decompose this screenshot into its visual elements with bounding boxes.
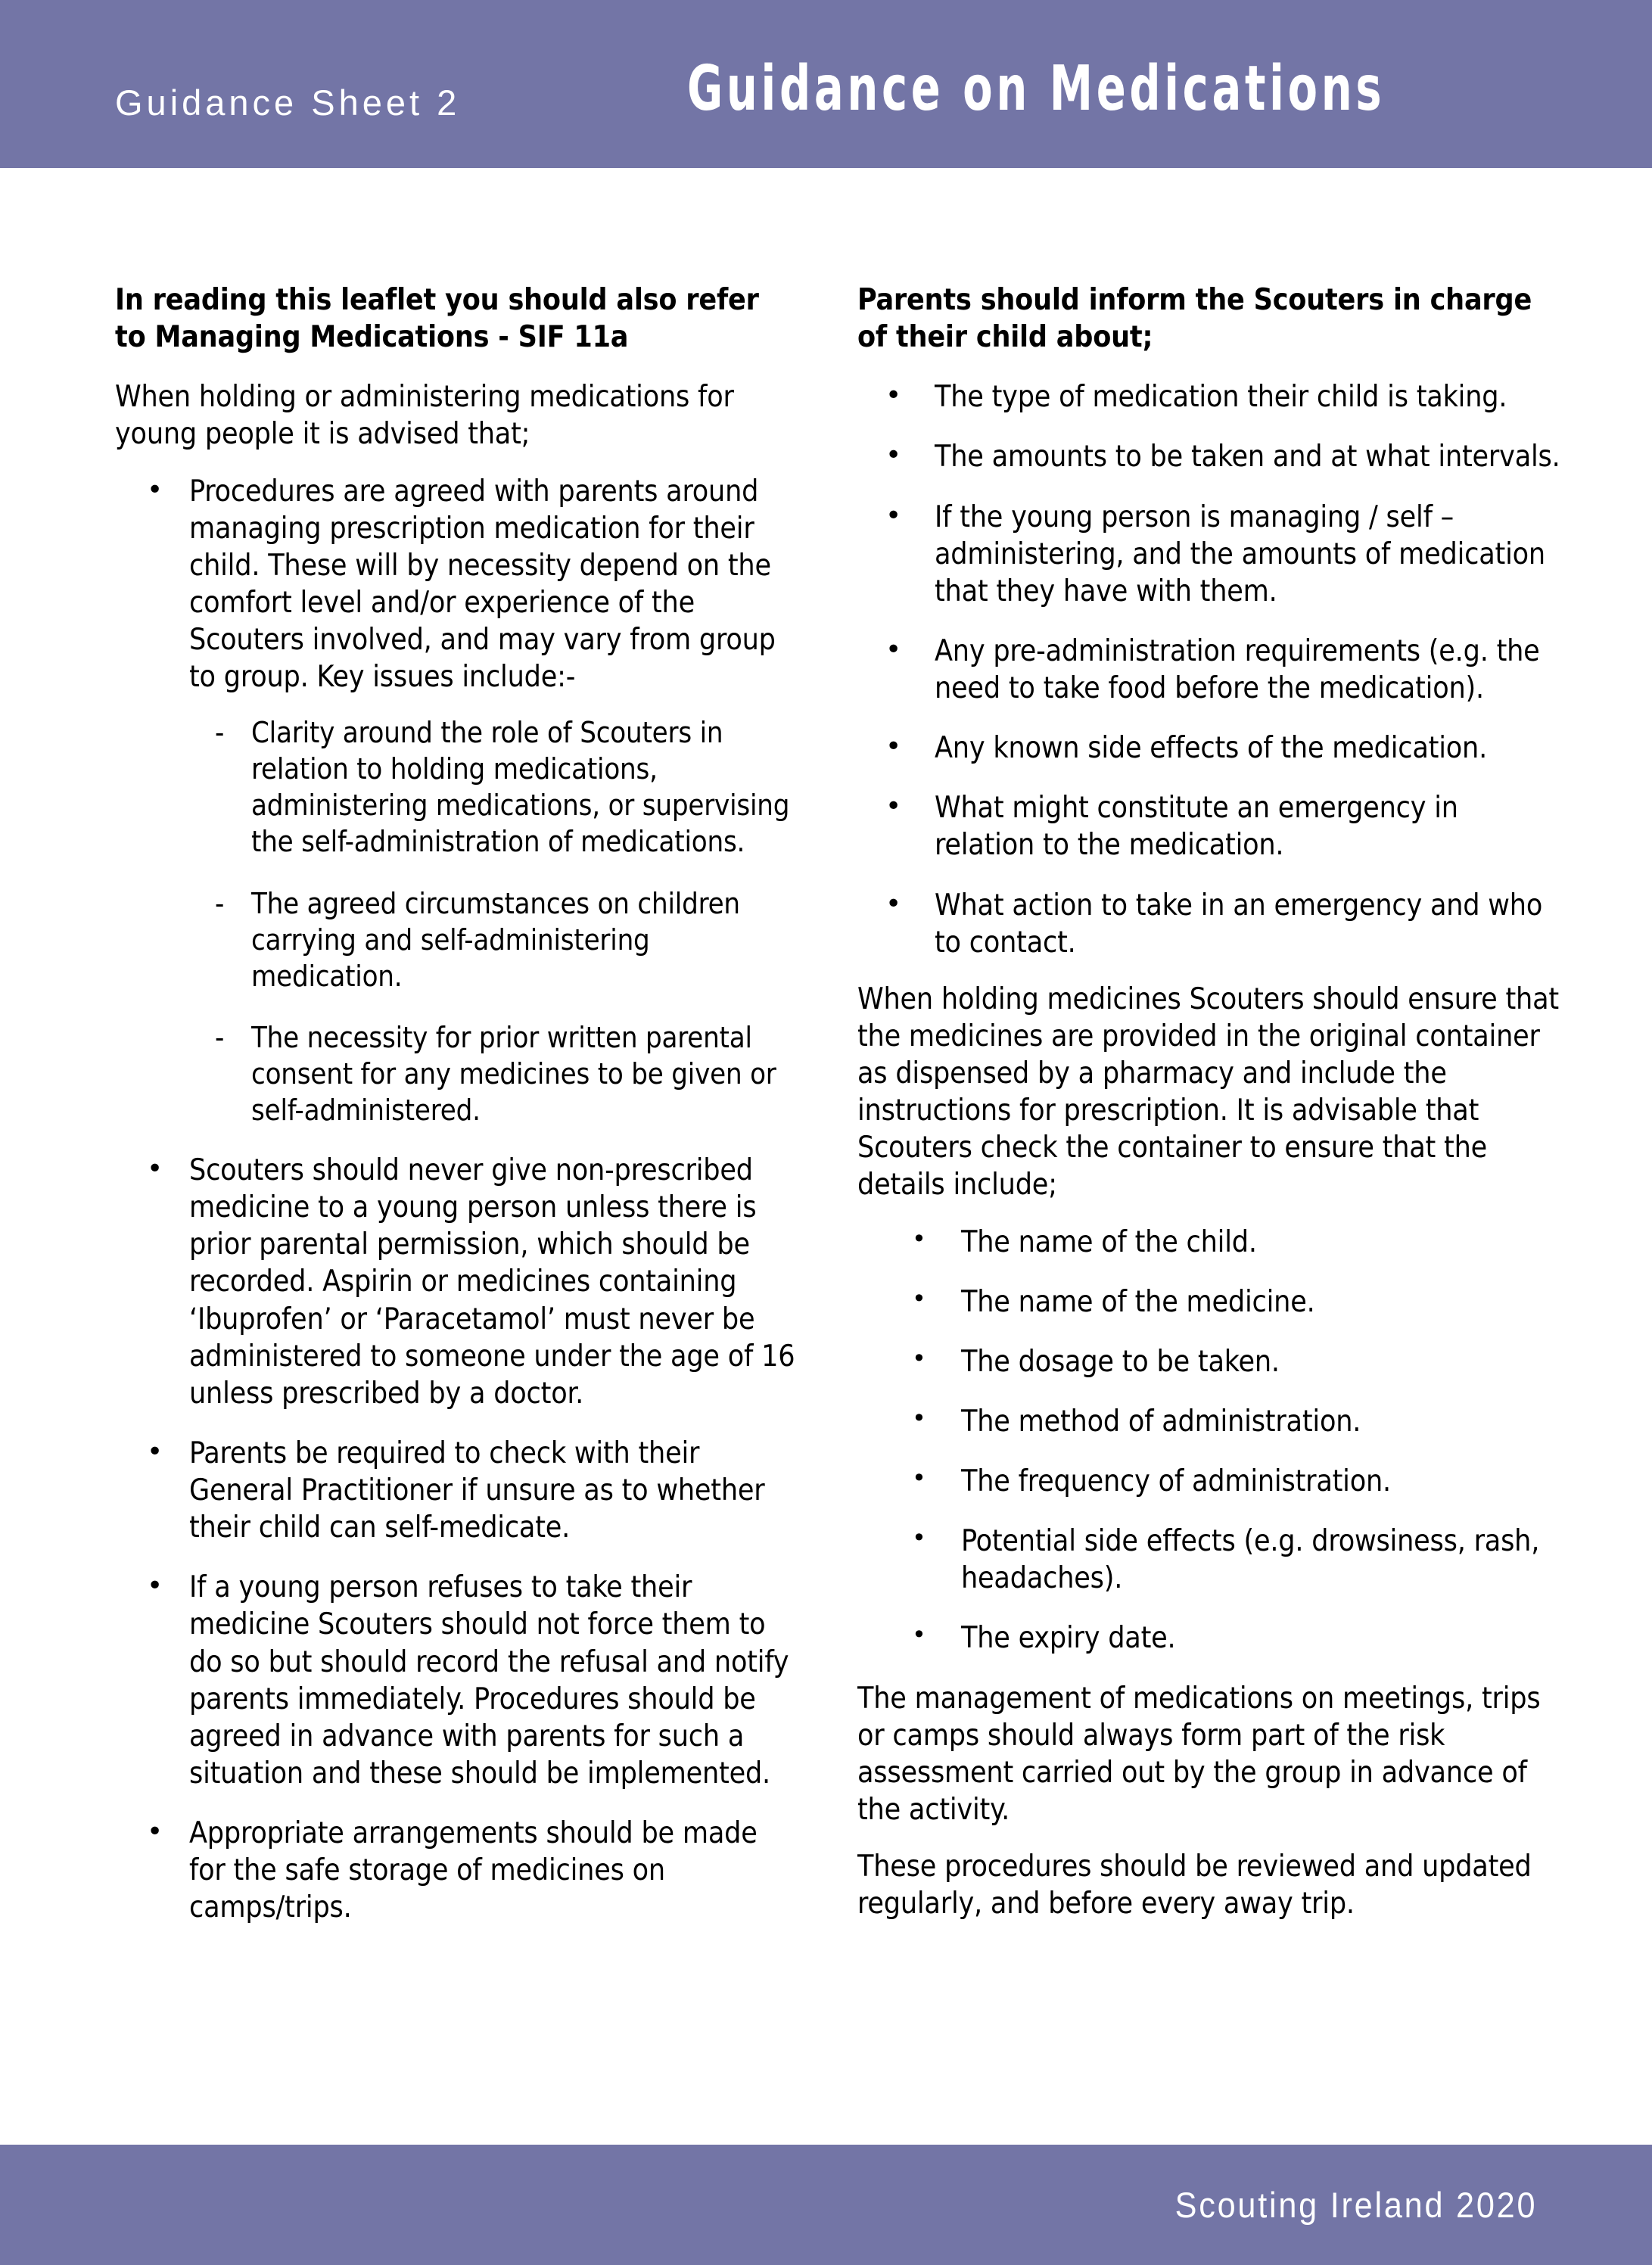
list-item-text: Potential side effects (e.g. drowsiness, rash, headaches). (961, 1524, 1540, 1596)
list-item-text: Parents be required to check with their General Practitioner if unsure as to whether their child can self-medicate. (189, 1436, 765, 1545)
list-item (857, 378, 1561, 415)
bullet-icon: • (885, 633, 902, 665)
bullet-icon: • (912, 1224, 926, 1253)
list-item (857, 1283, 1561, 1321)
left-column-bullet-list-part-2 (115, 1152, 796, 1926)
list-item-text: The method of administration. (961, 1404, 1361, 1439)
list-item-text: Clarity around the role of Scouters in relation to holding medications, administering medications, or supervising the self-administration of medications. (251, 716, 790, 858)
sheet-label: Guidance Sheet 2 (115, 82, 461, 123)
list-item (857, 499, 1561, 610)
list-item-text: The necessity for prior written parental consent for any medicines to be given or self-administered. (251, 1021, 776, 1128)
list-item (857, 633, 1561, 707)
page-footer-band (0, 2145, 1652, 2265)
bullet-icon: • (912, 1403, 926, 1433)
left-column-sub-bullet-list (115, 715, 796, 1129)
list-item (857, 1619, 1561, 1657)
bullet-icon: • (912, 1343, 926, 1373)
list-item-text: The name of the child. (961, 1224, 1257, 1259)
list-item-text: If a young person refuses to take their medicine Scouters should not force them to do so but should record the refusal and notify parents immediately. Procedures should be agreed in advance with parents for such a situation and these should be implemented. (189, 1570, 789, 1791)
list-item (857, 730, 1561, 767)
left-column (115, 282, 796, 1943)
list-item (857, 1463, 1561, 1500)
list-item-text: What might constitute an emergency in relation to the medication. (935, 791, 1458, 863)
bullet-icon: • (912, 1523, 926, 1553)
dash-icon: - (215, 716, 225, 750)
list-item-text: The agreed circumstances on children carrying and self-administering medication. (251, 886, 740, 993)
right-column-paragraph-review: These procedures should be reviewed and updated regularly, and before every away trip. (857, 1850, 1532, 1921)
list-item (857, 1523, 1561, 1597)
left-column-bullet-list-part-1 (115, 473, 796, 696)
list-item (115, 1152, 796, 1412)
list-item-text: What action to take in an emergency and who to contact. (935, 888, 1543, 960)
list-item (857, 1343, 1561, 1380)
list-item-text: Any pre-administration requirements (e.g. the need to take food before the medication). (935, 633, 1540, 705)
list-item (115, 473, 796, 696)
list-item-text: The dosage to be taken. (961, 1344, 1280, 1379)
right-column-heading: Parents should inform the Scouters in charge of their child about; (857, 283, 1532, 355)
list-item (115, 1815, 796, 1926)
list-item-text: The amounts to be taken and at what intervals. (935, 440, 1560, 474)
left-column-heading: In reading this leaflet you should also refer to Managing Medications - SIF 11a (115, 283, 759, 355)
footer-copyright: Scouting Ireland 2020 (1174, 2185, 1537, 2225)
list-item-text: Appropriate arrangements should be made for the safe storage of medicines on camps/trips. (189, 1816, 758, 1925)
bullet-icon: • (885, 499, 902, 531)
bullet-icon: • (912, 1464, 926, 1492)
list-item (115, 715, 796, 860)
list-item-text: The frequency of administration. (961, 1464, 1391, 1498)
list-item (115, 1569, 796, 1792)
document-content (0, 168, 1652, 2145)
bullet-icon: • (912, 1620, 926, 1650)
dash-icon: - (215, 1021, 225, 1055)
bullet-icon: • (885, 380, 902, 412)
list-item-text: Scouters should never give non-prescribed medicine to a young person unless there is prior parental permission, which should be recorded. Aspirin or medicines containing ‘Ibuprofen’ or ‘Paracetamol’ must never be administered to someone under the age of 16 unless prescribed by a doctor. (189, 1153, 795, 1411)
list-item-text: The name of the medicine. (961, 1284, 1315, 1319)
page-header-band (0, 0, 1652, 168)
page-title: Guidance on Medications (687, 53, 1386, 125)
list-item (857, 887, 1561, 961)
list-item (115, 1020, 796, 1129)
right-column-paragraph-holding-medicines: When holding medicines Scouters should ensure that the medicines are provided in the original container as dispensed by a pharmacy and include the instructions for prescription. It is advisable that Scouters check the container to ensure that the details include; (857, 982, 1559, 1203)
left-column-intro-paragraph: When holding or administering medications for young people it is advised that; (115, 380, 734, 452)
list-item-text: The type of medication their child is taking. (935, 380, 1507, 415)
list-item-text: Any known side effects of the medication. (935, 731, 1488, 766)
right-column-bullet-list-parents-inform (857, 378, 1561, 961)
bullet-icon: • (147, 1153, 163, 1184)
list-item (857, 1403, 1561, 1440)
list-item-text: The expiry date. (961, 1621, 1176, 1656)
bullet-icon: • (885, 731, 902, 763)
bullet-icon: • (885, 888, 902, 919)
bullet-icon: • (885, 440, 902, 471)
list-item (115, 1435, 796, 1546)
list-item-text: If the young person is managing / self – administering, and the amounts of medication that they have with them. (935, 499, 1545, 608)
bullet-icon: • (147, 1816, 163, 1847)
right-column-bullet-list-container-details (857, 1224, 1561, 1657)
bullet-icon: • (147, 474, 163, 506)
list-item (857, 1224, 1561, 1261)
list-item (115, 886, 796, 995)
list-item (857, 789, 1561, 863)
right-column-paragraph-risk-assessment: The management of medications on meetings, trips or camps should always form part of the risk assessment carried out by the group in advance of the activity. (857, 1681, 1541, 1827)
list-item-text: Procedures are agreed with parents around managing prescription medication for their child. These will by necessity depend on the comfort level and/or experience of the Scouters involved, and may vary from group to group. Key issues include:- (189, 474, 776, 695)
bullet-icon: • (912, 1283, 926, 1313)
bullet-icon: • (147, 1570, 163, 1602)
bullet-icon: • (147, 1436, 163, 1467)
dash-icon: - (215, 886, 225, 920)
right-column (857, 282, 1561, 1942)
bullet-icon: • (885, 791, 902, 823)
list-item (857, 438, 1561, 475)
